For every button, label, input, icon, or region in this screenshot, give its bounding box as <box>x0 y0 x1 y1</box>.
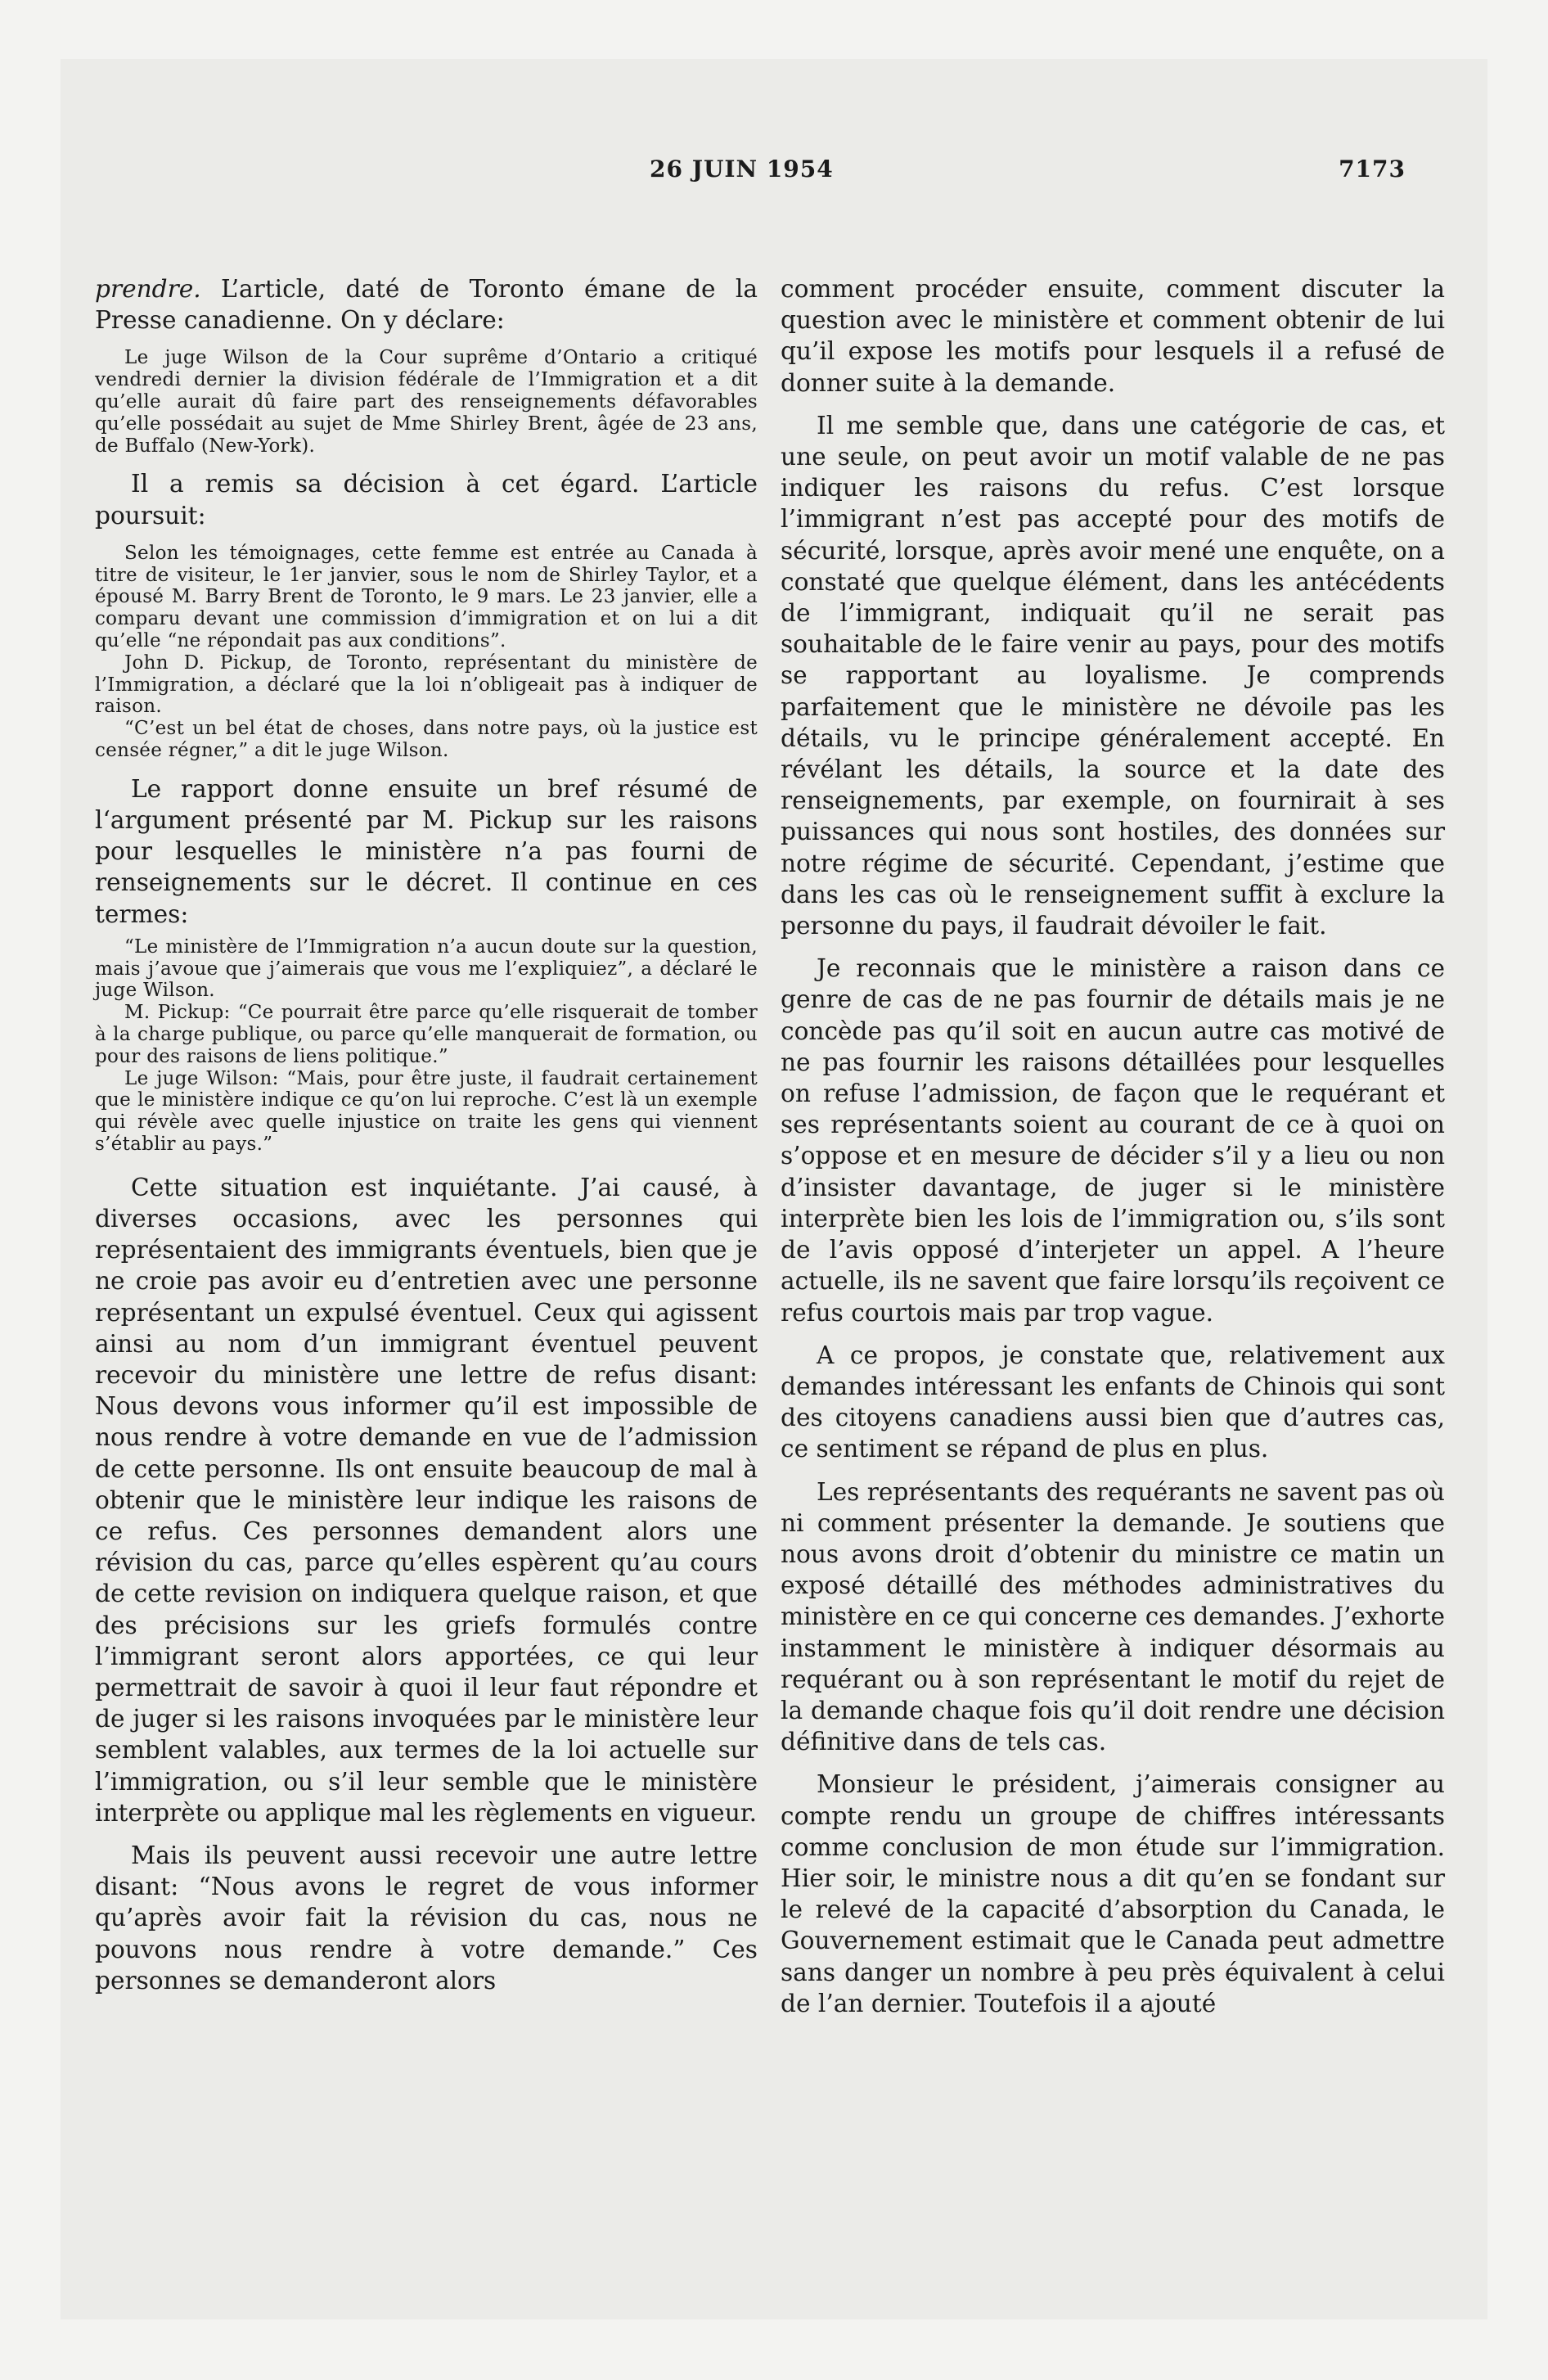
page-header <box>61 59 1487 183</box>
quoted-paragraph: Le juge Wilson de la Cour suprême d’Ontario a critiqué vendredi dernier la division fédérale de l’Immigration et a dit qu’elle aurait dû faire part des renseignements défavorables qu’elle possédait au sujet de Mme Shirley Brent, âgée de 23 ans, de Buffalo (New-York). <box>95 347 758 457</box>
paragraph-text: L’article, daté de Toronto émane de la Presse canadienne. On y déclare: <box>95 275 758 335</box>
paragraph: Les représentants des requérants ne savent pas où ni comment présenter la demande. Je soutiens que nous avons droit d’obtenir du ministre ce matin un exposé détaillé des méthodes administratives du ministère en ce qui concerne ces demandes. J’exhorte instamment le ministère à indiquer désormais au requérant ou à son représentant le motif du rejet de la demande chaque fois qu’il doit rendre une décision définitive dans de tels cas. <box>781 1477 1445 1756</box>
paragraph: Monsieur le président, j’aimerais consigner au compte rendu un groupe de chiffres intéressants comme conclusion de mon étude sur l’immigration. Hier soir, le ministre nous a dit qu’en se fondant sur le relevé de la capacité d’absorption du Canada, le Gouvernement estimait que le Canada peut admettre sans danger un nombre à peu près équivalent à celui de l’an dernier. Toutefois il a ajouté <box>781 1770 1445 2017</box>
paragraph: Il me semble que, dans une catégorie de cas, et une seule, on peut avoir un motif valable de ne pas indiquer les raisons du refus. C’est lorsque l’immigrant n’est pas accepté pour des motifs de sécurité, lorsque, après avoir mené une enquête, on a constaté que quelque élément, dans les antécédents de l’immigrant, indiquait qu’il ne serait pas souhaitable de le faire venir au pays, pour des motifs se rapportant au loyalisme. Je comprends parfaitement que le ministère ne dévoile pas les détails, vu le principe généralement accepté. En révélant les détails, la source et la date des renseignements, par exemple, on fournirait à ses puissances qui nous sont hostiles, des données sur notre régime de sécurité. Cependant, j’estime que dans les cas où le renseignement suffit à exclure la personne du pays, il faudrait dévoiler le fait. <box>781 411 1445 940</box>
paragraph: comment procéder ensuite, comment discuter la question avec le ministère et comment obtenir de lui qu’il expose les motifs pour lesquels il a refusé de donner suite à la demande. <box>781 275 1445 397</box>
quoted-paragraph: M. Pickup: “Ce pourrait être parce qu’elle risquerait de tomber à la charge publique, ou parce qu’elle manquerait de formation, ou pour des raisons de liens politique.” <box>95 1002 758 1067</box>
paragraph: Il a remis sa décision à cet égard. L’article poursuit: <box>95 470 758 530</box>
left-column <box>95 273 758 1996</box>
paragraph: A ce propos, je constate que, relativement aux demandes intéressant les enfants de Chinois qui sont des citoyens canadiens aussi bien que d’autres cas, ce sentiment se répand de plus en plus. <box>781 1341 1445 1463</box>
document-page <box>61 59 1487 2319</box>
quoted-paragraph: John D. Pickup, de Toronto, représentant du ministère de l’Immigration, a déclaré que la loi n’obligeait pas à indiquer de raison. <box>95 651 758 718</box>
paragraph: Le rapport donne ensuite un bref résumé de l‘argument présenté par M. Pickup sur les raisons pour lesquelles le ministère n’a pas fourni de renseignements sur le décret. Il continue en ces termes: <box>95 774 758 928</box>
page-number: 7173 <box>1339 156 1406 183</box>
paragraph: Cette situation est inquiétante. J’ai causé, à diverses occasions, avec les personnes qui représentaient des immigrants éventuels, bien que je ne croie pas avoir eu d’entretien avec une personne représentant un expulsé éventuel. Ceux qui agissent ainsi au nom d’un immigrant éventuel peuvent recevoir du ministère une lettre de refus disant: Nous devons vous informer qu’il est impossible de nous rendre à votre demande en vue de l’admission de cette personne. Ils ont ensuite beaucoup de mal à obtenir que le ministère leur indique les raisons de ce refus. Ces personnes demandent alors une révision du cas, parce qu’elles espèrent qu’au cours de cette revision on indiquera quelque raison, et que des précisions sur les griefs formulés contre l’immigrant seront alors apportées, ce qui leur permettrait de savoir à quoi il leur faut répondre et de juger si les raisons invoquées par le ministère leur semblent valables, aux termes de la loi actuelle sur l’immigration, ou s’il leur semble que le ministère interprète ou applique mal les règlements en vigueur. <box>95 1173 758 1827</box>
paragraph: Mais ils peuvent aussi recevoir une autre lettre disant: “Nous avons le regret de vous informer qu’après avoir fait la révision du cas, nous ne pouvons nous rendre à votre demande.” Ces personnes se demanderont alors <box>95 1841 758 1995</box>
quoted-paragraph: Selon les témoignages, cette femme est entrée au Canada à titre de visiteur, le 1er janvier, sous le nom de Shirley Taylor, et a épousé M. Barry Brent de Toronto, le 9 mars. Le 23 janvier, elle a comparu devant une commission d’immigration et on lui a dit qu’elle “ne répondait pas aux conditions”. <box>95 542 758 651</box>
paragraph <box>95 273 758 336</box>
paragraph-lead-word: prendre. <box>95 275 201 303</box>
quoted-paragraph: Le juge Wilson: “Mais, pour être juste, il faudrait certainement que le ministère indique ce qu’on lui reproche. C’est là un exemple qui révèle avec quelle injustice on traite les gens qui viennent s’établir au pays.” <box>95 1067 758 1155</box>
quoted-paragraph: “C’est un bel état de choses, dans notre pays, où la justice est censée régner,” a dit le juge Wilson. <box>95 718 758 761</box>
right-column <box>781 273 1445 2019</box>
header-date: 26 JUIN 1954 <box>650 156 834 183</box>
paragraph: Je reconnais que le ministère a raison dans ce genre de cas de ne pas fournir de détails mais je ne concède pas qu’il soit en aucun autre cas motivé de ne pas fournir les raisons détaillées pour lesquelles on refuse l’admission, de façon que le requérant et ses représentants soient au courant de ce à quoi on s’oppose et en mesure de décider s’il y a lieu ou non d’insister davantage, de juger si le ministère interprète bien les lois de l’immigration ou, s’ils sont de l’avis opposé d’interjeter un appel. A l’heure actuelle, ils ne savent que faire lorsqu’ils reçoivent ce refus courtois mais par trop vague. <box>781 954 1445 1327</box>
quoted-paragraph: “Le ministère de l’Immigration n’a aucun doute sur la question, mais j’avoue que j’aimerais que vous me l’expliquiez”, a déclaré le juge Wilson. <box>95 935 758 1002</box>
